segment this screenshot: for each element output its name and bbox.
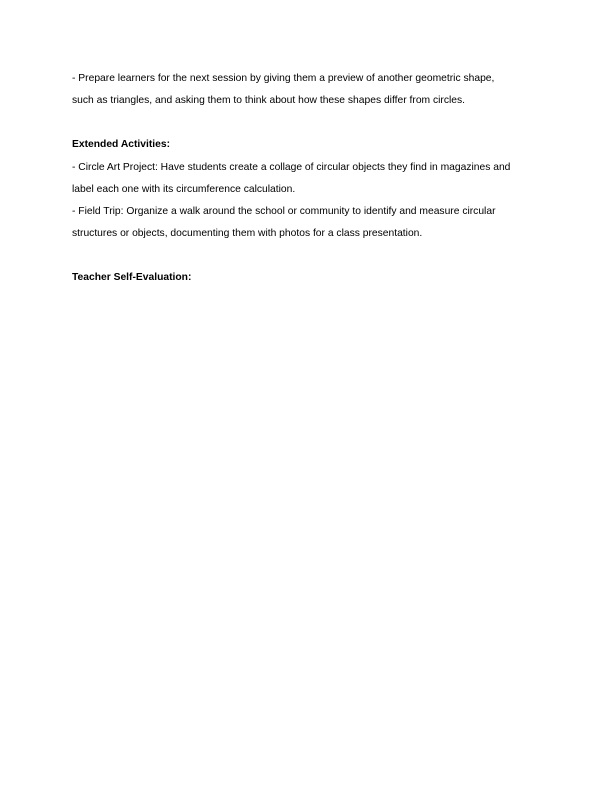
- text-line: such as triangles, and asking them to think about how these shapes differ from circles.: [72, 95, 466, 107]
- text-line: - Field Trip: Organize a walk around the school or community to identify and measure circular: [72, 206, 496, 218]
- text-line: label each one with its circumference calculation.: [72, 183, 296, 195]
- text-line: - Prepare learners for the next session by giving them a preview of another geometric shape,: [72, 73, 495, 84]
- paragraph-spacer: [72, 245, 542, 267]
- next-session-paragraph: [72, 68, 542, 112]
- extended-activities-heading: Extended Activities:: [72, 139, 171, 151]
- teacher-self-evaluation-heading: Teacher Self-Evaluation:: [72, 272, 192, 284]
- extended-activities-list: [72, 157, 542, 246]
- text-line: - Circle Art Project: Have students create a collage of circular objects they find in magazines and: [72, 161, 511, 173]
- text-line: structures or objects, documenting them with photos for a class presentation.: [72, 228, 423, 240]
- page-content: [72, 68, 542, 290]
- paragraph-spacer: [72, 112, 542, 134]
